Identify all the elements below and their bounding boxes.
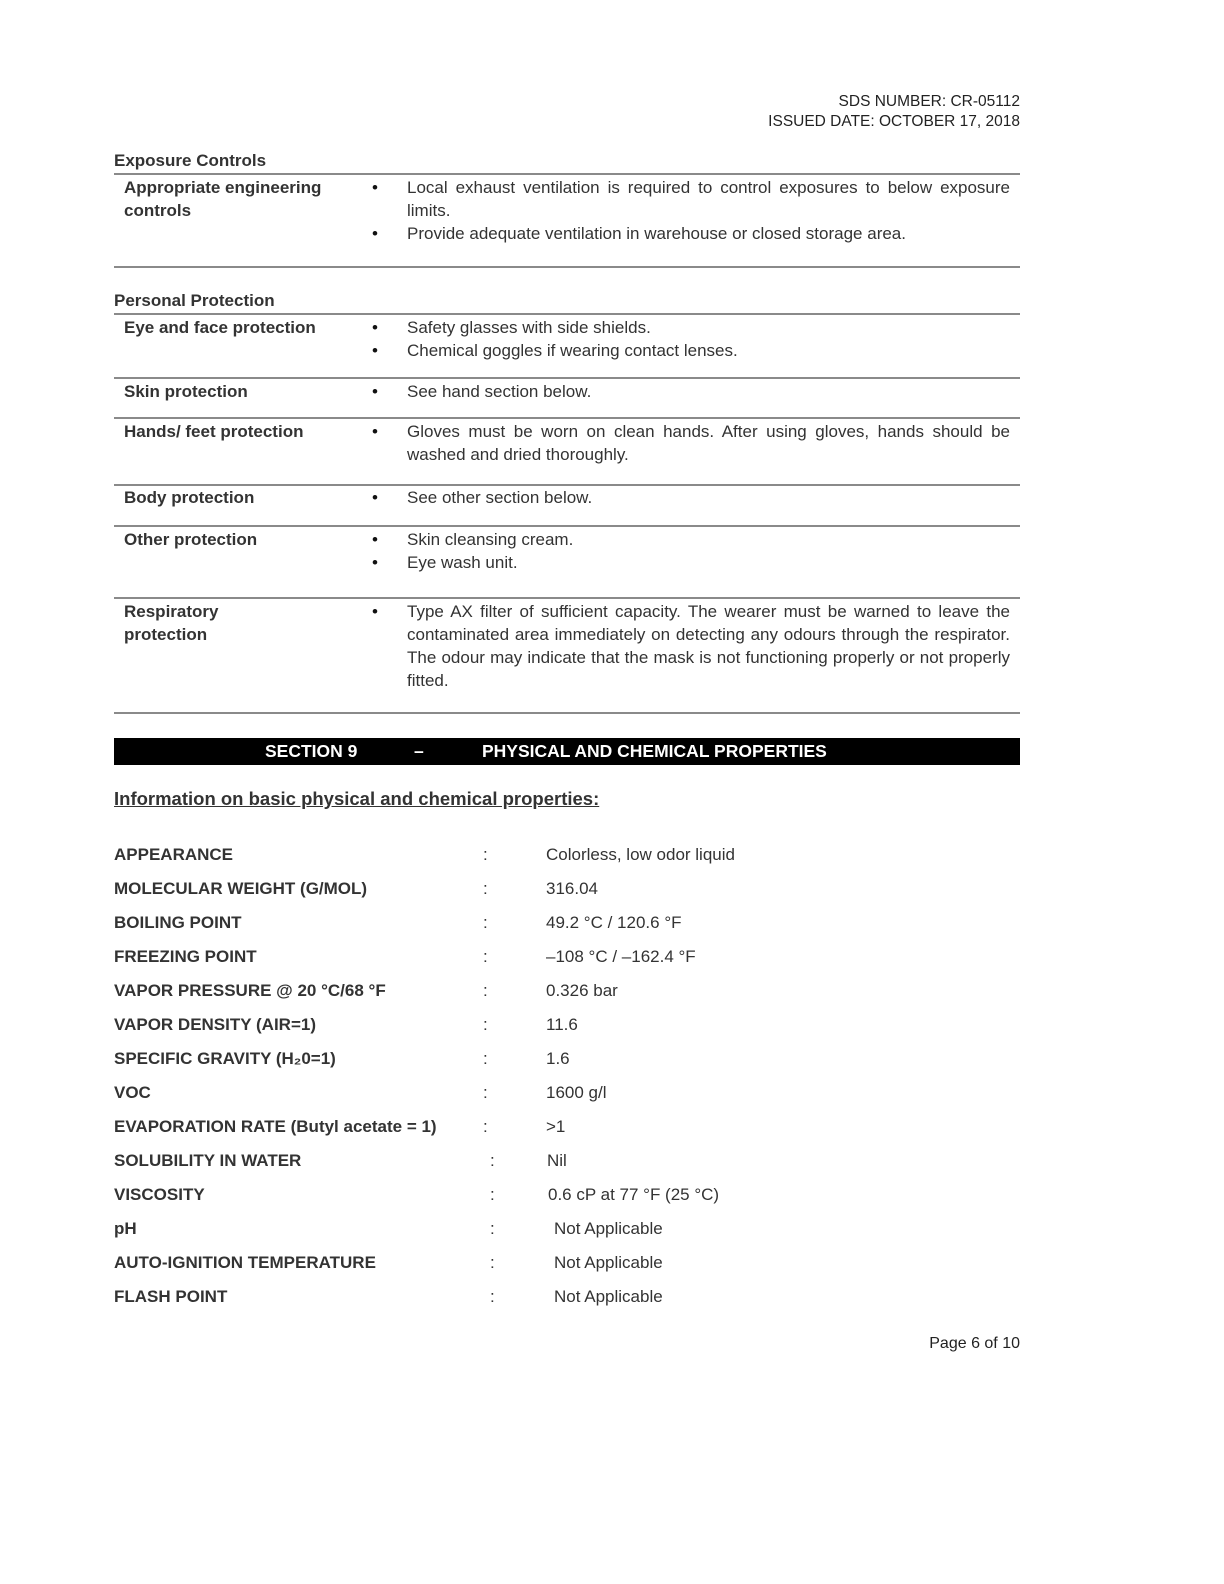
property-key: APPEARANCE [114,845,234,864]
property-sep: : [490,1287,495,1306]
property-key: VOC [114,1083,151,1102]
property-sep: : [490,1151,495,1170]
sds-number: SDS NUMBER: CR-05112 [838,93,1020,110]
divider [114,417,1020,419]
issued-date: ISSUED DATE: OCTOBER 17, 2018 [768,113,1020,130]
property-key: MOLECULAR WEIGHT (G/MOL) [114,879,368,898]
row-label: Appropriate engineering controls [124,178,322,220]
property-value: 11.6 [546,1015,578,1034]
list-item: • Provide adequate ventilation in warehouse or closed storage area. [370,222,1010,245]
property-key: VAPOR PRESSURE @ 20 °C/68 °F [114,981,386,1000]
property-sep: : [483,879,488,898]
row-items [370,420,1010,466]
property-row [114,910,1020,944]
section-title: PHYSICAL AND CHEMICAL PROPERTIES [482,741,827,761]
property-key: FREEZING POINT [114,947,257,966]
list-item: • Skin cleansing cream. [370,528,1010,551]
property-row [114,1080,1020,1114]
section-dash: – [414,741,424,761]
list-item: • Eye wash unit. [370,551,1010,574]
property-value: 49.2 °C / 120.6 °F [546,913,682,932]
property-value: Not Applicable [554,1219,663,1238]
property-value: Not Applicable [554,1253,663,1272]
row-items [370,528,1010,574]
list-item: • Gloves must be worn on clean hands. After using gloves, hands should be washed and dried thoroughly. [370,420,1010,466]
property-sep: : [483,1015,488,1034]
divider [114,597,1020,599]
property-sep: : [490,1253,495,1272]
row-label: Eye and face protection [124,318,316,337]
divider [114,313,1020,315]
property-row [114,1114,1020,1148]
property-value: 0.6 cP at 77 °F (25 °C) [548,1185,720,1204]
property-sep: : [483,845,488,864]
property-value: Colorless, low odor liquid [546,845,735,864]
property-row [114,1012,1020,1046]
property-row [114,1216,1020,1250]
page-number: Page 6 of 10 [929,1335,1020,1352]
property-row [114,876,1020,910]
property-sep: : [483,947,488,966]
property-value: 316.04 [546,879,598,898]
row-label: Other protection [124,530,258,549]
row-items [370,486,1010,509]
property-sep: : [483,981,488,1000]
row-items [370,600,1010,692]
property-key: SPECIFIC GRAVITY (H₂0=1) [114,1049,336,1068]
divider [114,266,1020,268]
property-sep: : [483,1049,488,1068]
list-item: • Type AX filter of sufficient capacity. The wearer must be warned to leave the contaminated area immediately on detecting any odours through the respirator. The odour may indicate that the mask is not functioning properly or not properly fitted. [370,600,1010,692]
property-sep: : [490,1185,495,1204]
divider [114,377,1020,379]
list-item: • Safety glasses with side shields. [370,316,1010,339]
list-item: • Local exhaust ventilation is required to control exposures to below exposure limits. [370,176,1010,222]
property-key: pH [114,1219,137,1238]
info-heading: Information on basic physical and chemical properties: [114,788,600,809]
property-key: BOILING POINT [114,913,242,932]
property-row [114,1250,1020,1284]
property-sep: : [483,913,488,932]
property-row [114,1148,1020,1182]
row-label: Skin protection [124,382,248,401]
list-item: • See other section below. [370,486,1010,509]
property-row [114,842,1020,876]
row-label: Hands/ feet protection [124,422,304,441]
property-key: SOLUBILITY IN WATER [114,1151,302,1170]
property-value: Nil [547,1151,567,1170]
divider [114,525,1020,527]
property-value: –108 °C / –162.4 °F [546,947,696,966]
list-item: • See hand section below. [370,380,1010,403]
list-item: • Chemical goggles if wearing contact lenses. [370,339,1010,362]
property-key: VAPOR DENSITY (AIR=1) [114,1015,316,1034]
property-value: 0.326 bar [546,981,618,1000]
property-row [114,1182,1020,1216]
property-key: EVAPORATION RATE (Butyl acetate = 1) [114,1117,437,1136]
row-label: Body protection [124,488,255,507]
section-9-header [114,738,1020,765]
property-key: AUTO-IGNITION TEMPERATURE [114,1253,376,1272]
property-sep: : [490,1219,495,1238]
property-row [114,1284,1020,1318]
row-items [370,316,1010,362]
property-sep: : [483,1117,488,1136]
divider [114,712,1020,714]
property-row [114,944,1020,978]
property-key: FLASH POINT [114,1287,228,1306]
property-value: Not Applicable [554,1287,663,1306]
property-row [114,978,1020,1012]
row-items [370,176,1010,245]
divider [114,173,1020,175]
section-number: SECTION 9 [265,741,358,761]
row-label: Respiratory protection [124,602,219,644]
property-value: >1 [546,1117,566,1136]
row-items [370,380,1010,403]
properties-list [114,842,1020,1318]
property-sep: : [483,1083,488,1102]
exposure-controls-title: Exposure Controls [114,151,267,170]
personal-protection-title: Personal Protection [114,291,275,310]
property-value: 1600 g/l [546,1083,607,1102]
property-row [114,1046,1020,1080]
property-value: 1.6 [546,1049,570,1068]
property-key: VISCOSITY [114,1185,205,1204]
document-header [768,92,1020,132]
